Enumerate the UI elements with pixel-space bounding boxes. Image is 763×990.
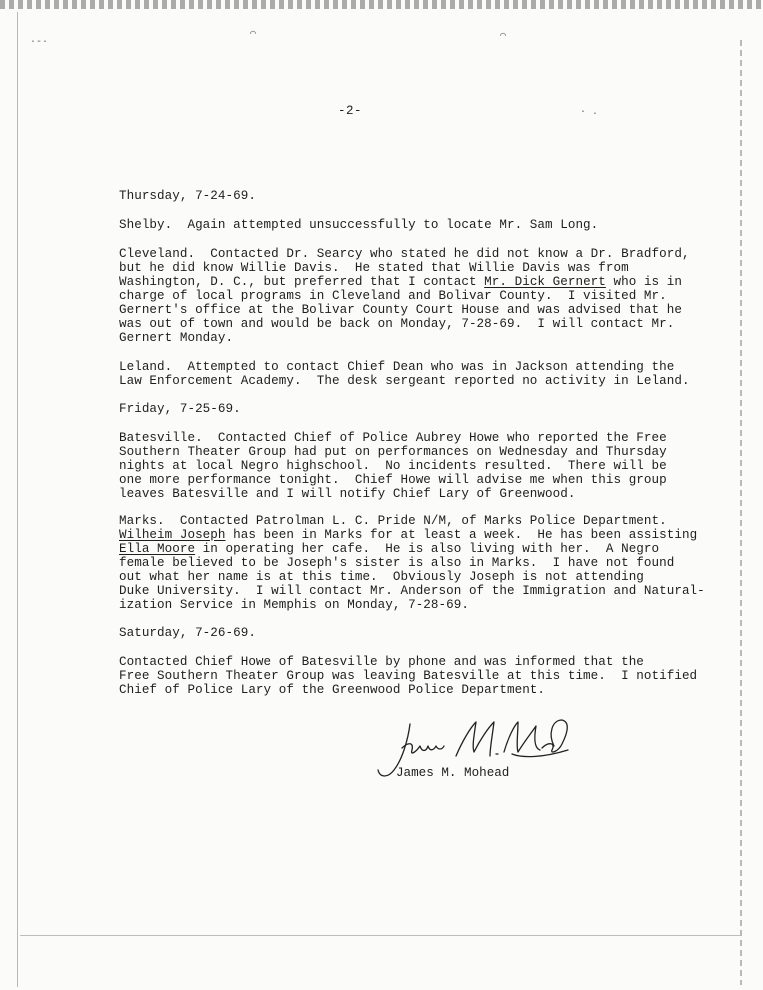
entry-leland-line: Law Enforcement Academy. The desk sergeant reported no activity in Leland. (119, 374, 690, 388)
entry-cleveland-line: but he did know Willie Davis. He stated that Willie Davis was from (119, 261, 629, 275)
signer-name: James M. Mohead (396, 766, 510, 780)
entry-batesville-line: leaves Batesville and I will notify Chief Lary of Greenwood. (119, 487, 576, 501)
entry-batesville-line: one more performance tonight. Chief Howe will advise me when this group (119, 473, 667, 487)
date-heading: Saturday, 7-26-69. (119, 626, 256, 640)
date-heading: Thursday, 7-24-69. (119, 189, 256, 203)
underlined-name: Wilheim Joseph (119, 528, 226, 542)
entry-cleveland-line: Washington, D. C., but preferred that I contact Mr. Dick Gernert who is in (119, 275, 682, 289)
underlined-name: Mr. Dick Gernert (484, 275, 606, 289)
entry-saturday-line: Free Southern Theater Group was leaving Batesville at this time. I notified (119, 669, 698, 683)
underlined-name: Ella Moore (119, 542, 196, 556)
top-perforation (0, 0, 763, 9)
entry-cleveland-line: Gernert Monday. (119, 331, 234, 345)
right-margin-line (740, 40, 742, 985)
entry-marks-line: female believed to be Joseph's sister is also in Marks. I have not found (119, 556, 675, 570)
entry-marks-line: out what her name is at this time. Obviously Joseph is not attending (119, 570, 644, 584)
bottom-margin-line (20, 935, 740, 936)
scan-speck: · . (580, 107, 599, 118)
page-number: -2- (338, 104, 363, 118)
entry-marks-line: Duke University. I will contact Mr. Anderson of the Immigration and Natural- (119, 584, 705, 598)
entry-batesville-line: nights at local Negro highschool. No incidents resulted. There will be (119, 459, 667, 473)
entry-batesville-line: Southern Theater Group had put on performances on Wednesday and Thursday (119, 445, 667, 459)
scan-speck: ⌒ (500, 31, 507, 42)
entry-cleveland-line: Gernert's office at the Bolivar County Court House and was advised that he (119, 303, 682, 317)
entry-cleveland-line: was out of town and would be back on Monday, 7-28-69. I will contact Mr. (119, 317, 675, 331)
entry-marks-line: Marks. Contacted Patrolman L. C. Pride N/M, of Marks Police Department. (119, 514, 667, 528)
entry-marks-line: Ella Moore in operating her cafe. He is also living with her. A Negro (119, 542, 660, 556)
entry-marks-line: Wilheim Joseph has been in Marks for at least a week. He has been assisting (119, 528, 698, 542)
scan-speck: ·-· (30, 37, 49, 48)
left-margin-line (17, 12, 18, 987)
entry-saturday-line: Chief of Police Lary of the Greenwood Police Department. (119, 683, 546, 697)
entry-leland-line: Leland. Attempted to contact Chief Dean who was in Jackson attending the (119, 360, 675, 374)
entry-shelby: Shelby. Again attempted unsuccessfully to locate Mr. Sam Long. (119, 218, 599, 232)
entry-saturday-line: Contacted Chief Howe of Batesville by phone and was informed that the (119, 655, 644, 669)
date-heading: Friday, 7-25-69. (119, 402, 241, 416)
entry-cleveland-line: Cleveland. Contacted Dr. Searcy who stated he did not know a Dr. Bradford, (119, 247, 690, 261)
entry-marks-line: ization Service in Memphis on Monday, 7-28-69. (119, 598, 469, 612)
entry-cleveland-line: charge of local programs in Cleveland and Bolivar County. I visited Mr. (119, 289, 667, 303)
scan-speck: ⌒ (250, 29, 257, 40)
entry-batesville-line: Batesville. Contacted Chief of Police Aubrey Howe who reported the Free (119, 431, 667, 445)
